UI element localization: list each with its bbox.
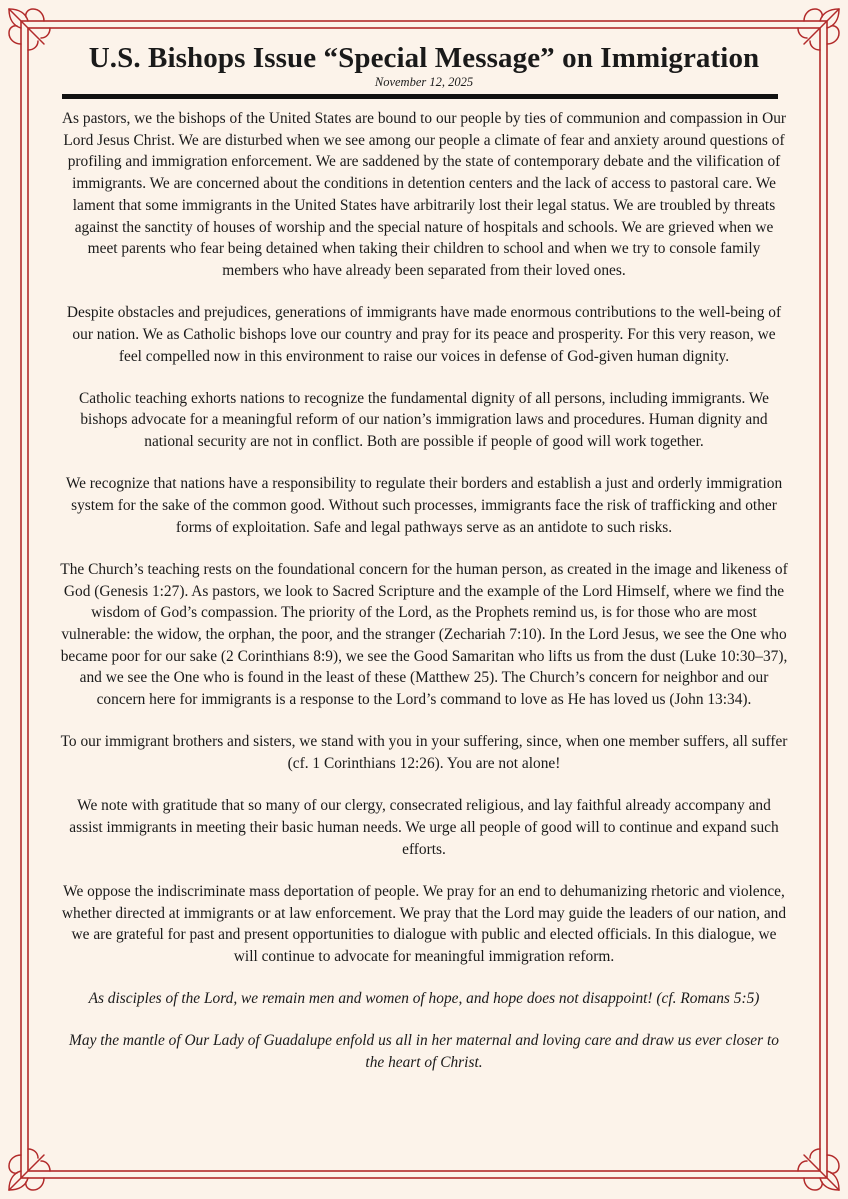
title-divider (62, 94, 778, 99)
paragraph-6: To our immigrant brothers and sisters, we stand with you in your suffering, since, when one member suffers, all suffer (cf. 1 Corinthians 12:26). You are not alone! (60, 733, 788, 773)
paragraph-3: Catholic teaching exhorts nations to recognize the fundamental dignity of all persons, including immigrants. We bishops advocate for a meaningful reform of our nation’s immigration laws and procedures. Human dignity and national security are not in conflict. Both are possible if people of good will work together. (78, 389, 770, 451)
closing-hope: As disciples of the Lord, we remain men and women of hope, and hope does not disappoint! (cf. Romans 5:5) (88, 990, 760, 1008)
paragraph-8: We oppose the indiscriminate mass deportation of people. We pray for an end to dehumanizing rhetoric and violence, whether directed at immigrants or at law enforcement. We pray that the Lord may guide the leaders of our nation, and we are grateful for past and present opportunities to dialogue with public and elected officials. In this dialogue, we will continue to advocate for meaningful immigration reform. (61, 882, 787, 965)
corner-ornament-top-left (9, 9, 50, 50)
paragraph-2: Despite obstacles and prejudices, generations of immigrants have made enormous contributions to the well-being of our nation. We as Catholic bishops love our country and pray for its peace and prosperity. For this very reason, we feel compelled now in this environment to raise our voices in defense of God-given human dignity. (66, 304, 782, 365)
corner-ornament-bottom-left (9, 1149, 50, 1190)
paragraph-7: We note with gratitude that so many of our clergy, consecrated religious, and lay faithful already accompany and assist immigrants in meeting their basic human needs. We urge all people of good will to continue and expand such efforts. (69, 797, 779, 858)
paragraph-1: As pastors, we the bishops of the United States are bound to our people by ties of communion and compassion in Our Lord Jesus Christ. We are disturbed when we see among our people a climate of fear and anxiety around questions of profiling and immigration enforcement. We are saddened by the state of contemporary debate and the vilification of immigrants. We are concerned about the conditions in detention centers and the lack of access to pastoral care. We lament that some immigrants in the United States have arbitrarily lost their legal status. We are troubled by threats against the sanctity of houses of worship and the special nature of hospitals and schools. We are grieved when we meet parents who fear being detained when taking their children to school and when we try to console family members who have already been separated from their loved ones. (61, 110, 787, 279)
publication-date: November 12, 2025 (374, 75, 474, 89)
document-body (60, 40, 788, 1094)
closing-blessing: May the mantle of Our Lady of Guadalupe enfold us all in her maternal and loving care and draw us ever closer to the heart of Christ. (69, 1032, 779, 1072)
paragraph-4: We recognize that nations have a responsibility to regulate their borders and establish a just and orderly immigration system for the sake of the common good. Without such processes, immigrants face the risk of trafficking and other forms of exploitation. Safe and legal pathways serve as an antidote to such risks. (65, 475, 783, 536)
corner-ornament-bottom-right (798, 1149, 839, 1190)
message-text (60, 108, 788, 1074)
paragraph-5: The Church’s teaching rests on the foundational concern for the human person, as created in the image and likeness of God (Genesis 1:27). As pastors, we look to Sacred Scripture and the example of the Lord Himself, where we find the wisdom of God’s compassion. The priority of the Lord, as the Prophets remind us, is for those who are most vulnerable: the widow, the orphan, the poor, and the stranger (Zechariah 7:10). In the Lord Jesus, we see the One who became poor for our sake (2 Corinthians 8:9), we see the Good Samaritan who lifts us from the dust (Luke 10:30–37), and we see the One who is found in the least of these (Matthew 25). The Church’s concern for neighbor and our concern here for immigrants is a response to the Lord’s command to love as He has loved us (John 13:34). (60, 560, 788, 709)
page-title: U.S. Bishops Issue “Special Message” on Immigration (88, 42, 760, 74)
corner-ornament-top-right (798, 9, 839, 50)
